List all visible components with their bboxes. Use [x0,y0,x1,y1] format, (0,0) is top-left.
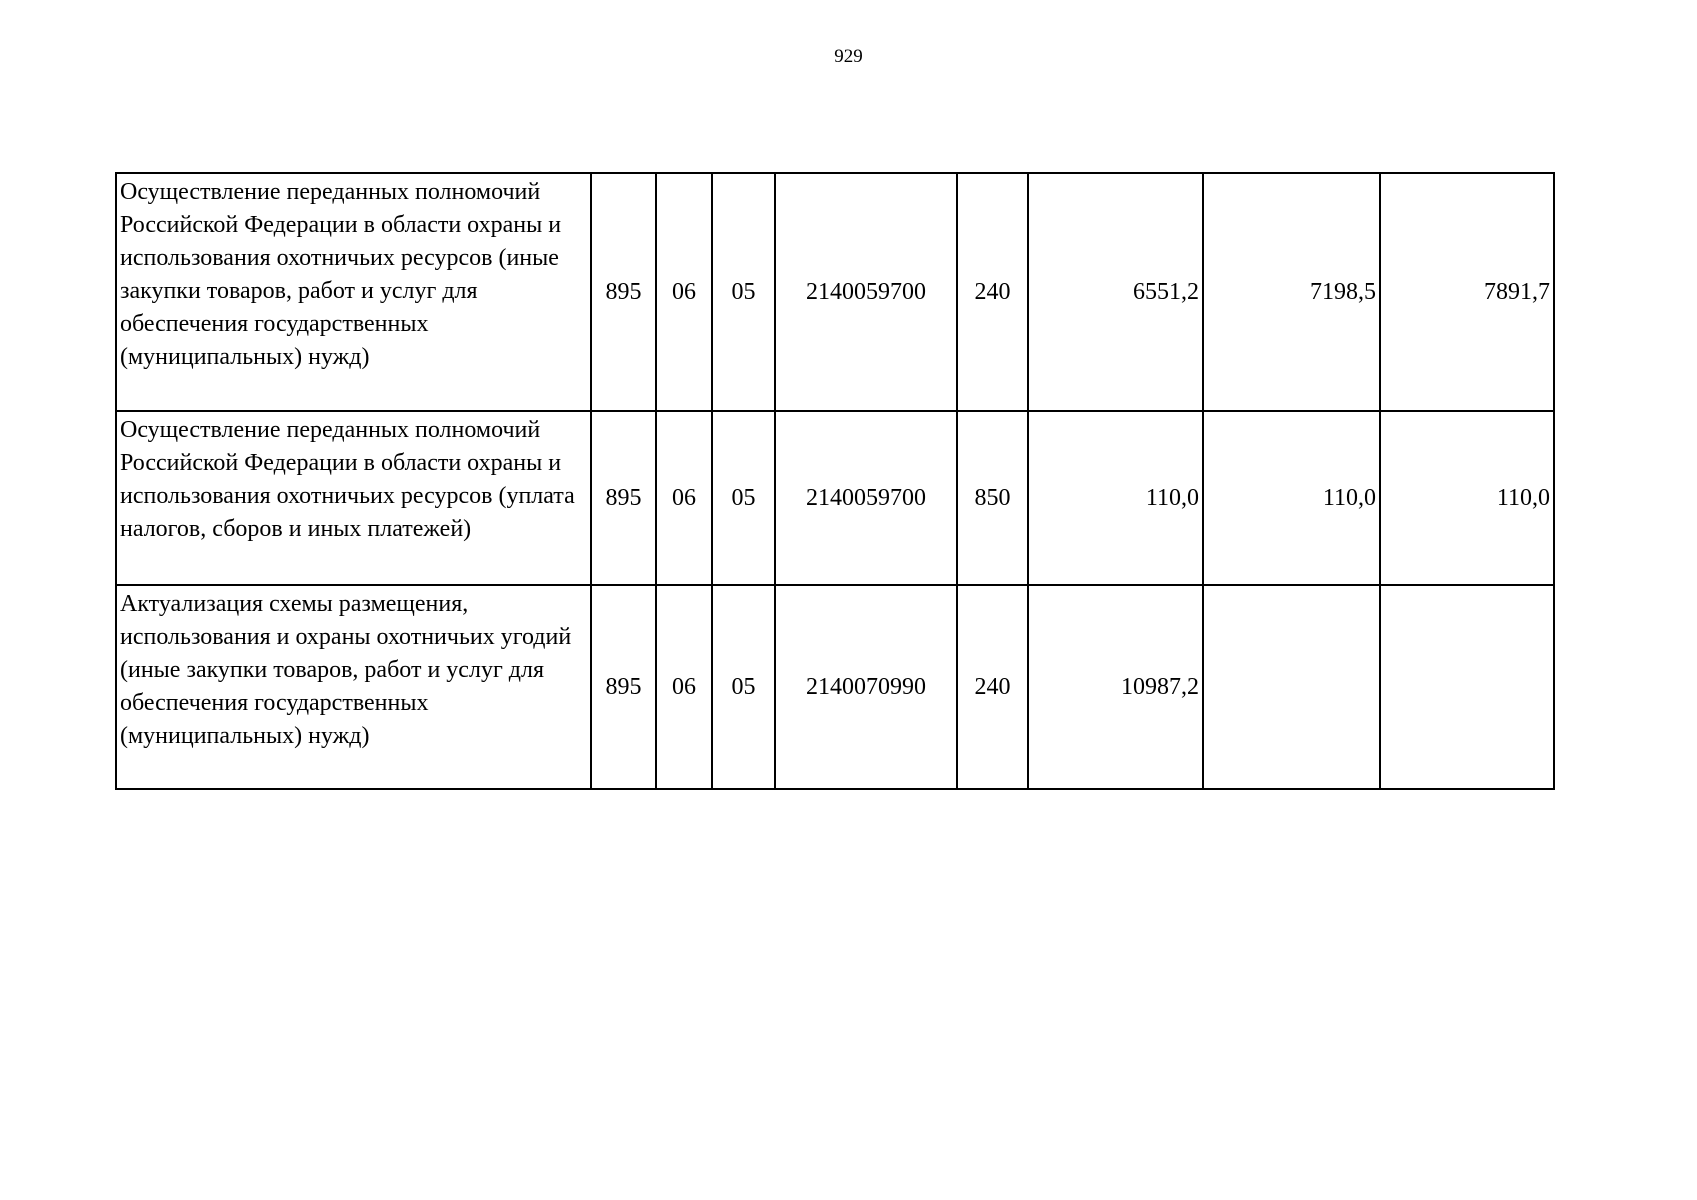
section-code: 06 [656,411,712,585]
table-row [116,585,1554,789]
table-row [116,411,1554,585]
ministry-code: 895 [591,411,656,585]
amount-1: 10987,2 [1028,585,1203,789]
table-row [116,173,1554,411]
section-code: 06 [656,173,712,411]
amount-3: 7891,7 [1380,173,1554,411]
target-item-code: 2140059700 [775,411,957,585]
row-description: Актуализация схемы размещения, использования и охраны охотничьих угодий (иные закупки товаров, работ и услуг для обеспечения государственных (муниципальных) нужд) [116,585,591,789]
page-number: 929 [834,46,863,67]
subsection-code: 05 [712,173,775,411]
expense-type-code: 850 [957,411,1028,585]
amount-2 [1203,585,1380,789]
ministry-code: 895 [591,173,656,411]
section-code: 06 [656,585,712,789]
amount-1: 6551,2 [1028,173,1203,411]
subsection-code: 05 [712,411,775,585]
amount-2: 110,0 [1203,411,1380,585]
ministry-code: 895 [591,585,656,789]
amount-2: 7198,5 [1203,173,1380,411]
budget-table [115,172,1555,790]
row-description: Осуществление переданных полномочий Российской Федерации в области охраны и использования охотничьих ресурсов (уплата налогов, сборов и иных платежей) [116,411,591,585]
amount-1: 110,0 [1028,411,1203,585]
amount-3 [1380,585,1554,789]
expense-type-code: 240 [957,585,1028,789]
row-description: Осуществление переданных полномочий Российской Федерации в области охраны и использования охотничьих ресурсов (иные закупки товаров, работ и услуг для обеспечения государственных (муниципальных) нужд) [116,173,591,411]
expense-type-code: 240 [957,173,1028,411]
target-item-code: 2140070990 [775,585,957,789]
amount-3: 110,0 [1380,411,1554,585]
target-item-code: 2140059700 [775,173,957,411]
subsection-code: 05 [712,585,775,789]
